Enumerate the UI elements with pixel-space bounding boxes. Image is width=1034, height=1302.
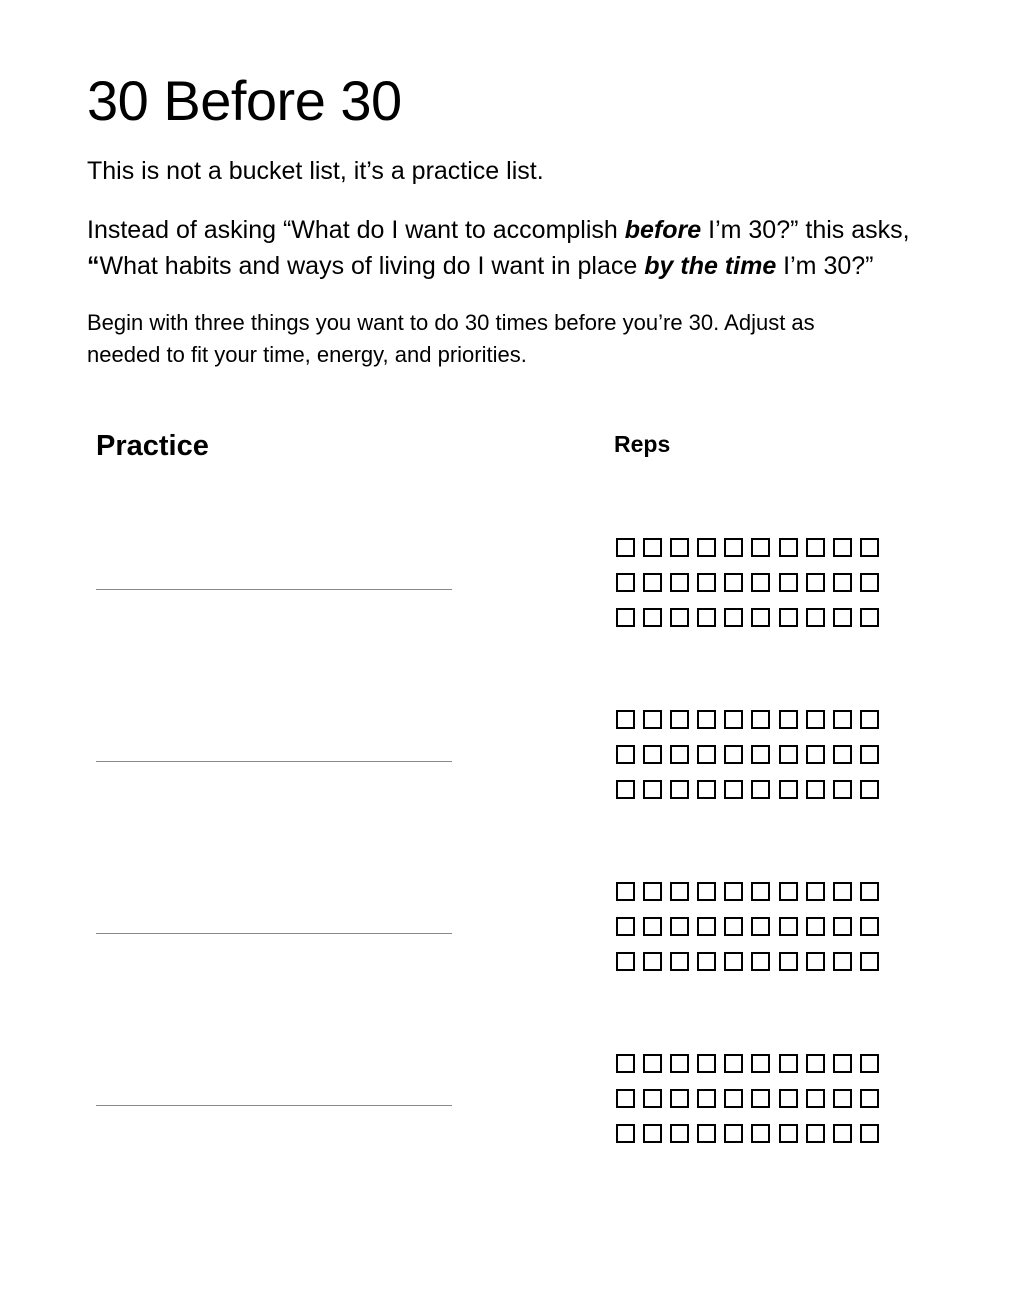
rep-checkbox[interactable] — [697, 608, 716, 627]
reps-line — [616, 917, 886, 952]
rep-checkbox[interactable] — [833, 1124, 852, 1143]
reps-line — [616, 745, 886, 780]
rep-checkbox[interactable] — [751, 1089, 770, 1108]
rep-checkbox[interactable] — [724, 1089, 743, 1108]
rep-checkbox[interactable] — [670, 1124, 689, 1143]
rep-checkbox[interactable] — [779, 952, 798, 971]
rep-checkbox[interactable] — [643, 538, 662, 557]
intro-paragraph — [87, 212, 1017, 284]
intro-text: I’m 30?” — [776, 252, 874, 280]
rep-checkbox[interactable] — [779, 608, 798, 627]
reps-column-header: Reps — [614, 431, 671, 457]
rep-checkbox[interactable] — [697, 917, 716, 936]
intro-text: I’m 30?” this asks, — [701, 216, 910, 244]
rep-checkbox[interactable] — [751, 573, 770, 592]
rep-checkbox[interactable] — [779, 573, 798, 592]
rep-checkbox[interactable] — [751, 882, 770, 901]
rep-checkbox[interactable] — [779, 710, 798, 729]
practice-blank-line[interactable] — [96, 1105, 452, 1106]
rep-checkbox[interactable] — [643, 745, 662, 764]
rep-checkbox[interactable] — [616, 952, 635, 971]
rep-checkbox[interactable] — [860, 538, 879, 557]
reps-line — [616, 1124, 886, 1159]
rep-checkbox[interactable] — [670, 573, 689, 592]
rep-checkbox[interactable] — [643, 1124, 662, 1143]
rep-checkbox[interactable] — [860, 917, 879, 936]
rep-checkbox[interactable] — [616, 882, 635, 901]
rep-checkbox[interactable] — [860, 780, 879, 799]
rep-checkbox[interactable] — [751, 538, 770, 557]
rep-checkbox[interactable] — [724, 917, 743, 936]
rep-checkbox[interactable] — [779, 882, 798, 901]
rep-checkbox[interactable] — [806, 745, 825, 764]
rep-checkbox[interactable] — [724, 952, 743, 971]
intro-text: Instead of asking “What do I want to accomplish — [87, 216, 625, 244]
rep-checkbox[interactable] — [616, 1124, 635, 1143]
rep-checkbox[interactable] — [833, 780, 852, 799]
rep-checkbox[interactable] — [670, 745, 689, 764]
rep-checkbox[interactable] — [724, 1054, 743, 1073]
rep-checkbox[interactable] — [751, 710, 770, 729]
rep-checkbox[interactable] — [860, 710, 879, 729]
rep-checkbox[interactable] — [833, 538, 852, 557]
subtitle: This is not a bucket list, it’s a practice list. — [87, 157, 544, 185]
rep-checkbox[interactable] — [833, 1089, 852, 1108]
rep-checkbox[interactable] — [806, 1054, 825, 1073]
rep-checkbox[interactable] — [643, 780, 662, 799]
rep-checkbox[interactable] — [697, 952, 716, 971]
rep-checkbox[interactable] — [616, 538, 635, 557]
rep-checkbox[interactable] — [643, 882, 662, 901]
rep-checkbox[interactable] — [643, 710, 662, 729]
rep-checkbox[interactable] — [833, 745, 852, 764]
intro-emphasis-by-the-time: by the time — [644, 252, 777, 280]
rep-checkbox[interactable] — [670, 917, 689, 936]
rep-checkbox[interactable] — [806, 1089, 825, 1108]
rep-checkbox[interactable] — [833, 882, 852, 901]
reps-checkbox-grid — [616, 710, 886, 815]
rep-checkbox[interactable] — [670, 780, 689, 799]
rep-checkbox[interactable] — [806, 780, 825, 799]
rep-checkbox[interactable] — [643, 573, 662, 592]
rep-checkbox[interactable] — [616, 710, 635, 729]
rep-checkbox[interactable] — [697, 1124, 716, 1143]
rep-checkbox[interactable] — [670, 710, 689, 729]
rep-checkbox[interactable] — [697, 710, 716, 729]
reps-line — [616, 952, 886, 987]
rep-checkbox[interactable] — [670, 538, 689, 557]
reps-line — [616, 538, 886, 573]
rep-checkbox[interactable] — [806, 710, 825, 729]
instructions-line-2: needed to fit your time, energy, and priorities. — [87, 342, 527, 367]
rep-checkbox[interactable] — [751, 608, 770, 627]
rep-checkbox[interactable] — [724, 745, 743, 764]
rep-checkbox[interactable] — [751, 780, 770, 799]
rep-checkbox[interactable] — [860, 1054, 879, 1073]
rep-checkbox[interactable] — [643, 1054, 662, 1073]
rep-checkbox[interactable] — [833, 710, 852, 729]
reps-line — [616, 608, 886, 643]
rep-checkbox[interactable] — [670, 608, 689, 627]
rep-checkbox[interactable] — [697, 780, 716, 799]
practice-column-header: Practice — [96, 430, 209, 462]
intro-open-quote: “ — [87, 252, 100, 280]
rep-checkbox[interactable] — [860, 608, 879, 627]
intro-line-1 — [87, 212, 1017, 248]
rep-checkbox[interactable] — [643, 1089, 662, 1108]
rep-checkbox[interactable] — [806, 573, 825, 592]
rep-checkbox[interactable] — [806, 538, 825, 557]
rep-checkbox[interactable] — [833, 573, 852, 592]
rep-checkbox[interactable] — [833, 917, 852, 936]
rep-checkbox[interactable] — [643, 952, 662, 971]
rep-checkbox[interactable] — [697, 745, 716, 764]
rep-checkbox[interactable] — [751, 952, 770, 971]
rep-checkbox[interactable] — [779, 917, 798, 936]
rep-checkbox[interactable] — [751, 1124, 770, 1143]
rep-checkbox[interactable] — [779, 745, 798, 764]
reps-line — [616, 882, 886, 917]
reps-checkbox-grid — [616, 1054, 886, 1159]
rep-checkbox[interactable] — [670, 952, 689, 971]
rep-checkbox[interactable] — [751, 917, 770, 936]
rep-checkbox[interactable] — [806, 882, 825, 901]
instructions-line-1: Begin with three things you want to do 30 times before you’re 30. Adjust as — [87, 310, 815, 335]
rep-checkbox[interactable] — [616, 1089, 635, 1108]
rep-checkbox[interactable] — [806, 952, 825, 971]
rep-checkbox[interactable] — [751, 1054, 770, 1073]
rep-checkbox[interactable] — [616, 608, 635, 627]
rep-checkbox[interactable] — [724, 710, 743, 729]
rep-checkbox[interactable] — [860, 882, 879, 901]
page-title: 30 Before 30 — [87, 69, 402, 132]
rep-checkbox[interactable] — [860, 745, 879, 764]
rep-checkbox[interactable] — [806, 608, 825, 627]
rep-checkbox[interactable] — [779, 1054, 798, 1073]
rep-checkbox[interactable] — [724, 608, 743, 627]
rep-checkbox[interactable] — [860, 1124, 879, 1143]
instructions-paragraph — [87, 307, 987, 371]
rep-checkbox[interactable] — [616, 1054, 635, 1073]
rep-checkbox[interactable] — [724, 538, 743, 557]
rep-checkbox[interactable] — [697, 573, 716, 592]
rep-checkbox[interactable] — [643, 608, 662, 627]
rep-checkbox[interactable] — [860, 1089, 879, 1108]
rep-checkbox[interactable] — [724, 573, 743, 592]
rep-checkbox[interactable] — [860, 952, 879, 971]
practice-row — [0, 710, 1034, 830]
reps-checkbox-grid — [616, 538, 886, 643]
rep-checkbox[interactable] — [670, 882, 689, 901]
practice-row — [0, 1054, 1034, 1174]
rep-checkbox[interactable] — [860, 573, 879, 592]
rep-checkbox[interactable] — [616, 573, 635, 592]
rep-checkbox[interactable] — [806, 917, 825, 936]
rep-checkbox[interactable] — [806, 1124, 825, 1143]
rep-checkbox[interactable] — [779, 1089, 798, 1108]
rep-checkbox[interactable] — [697, 882, 716, 901]
rep-checkbox[interactable] — [616, 780, 635, 799]
practice-blank-line[interactable] — [96, 761, 452, 762]
practice-blank-line[interactable] — [96, 933, 452, 934]
reps-line — [616, 780, 886, 815]
reps-line — [616, 1089, 886, 1124]
rep-checkbox[interactable] — [697, 1054, 716, 1073]
rep-checkbox[interactable] — [724, 1124, 743, 1143]
rep-checkbox[interactable] — [724, 780, 743, 799]
practice-row — [0, 882, 1034, 1002]
rep-checkbox[interactable] — [724, 882, 743, 901]
rep-checkbox[interactable] — [697, 538, 716, 557]
rep-checkbox[interactable] — [833, 952, 852, 971]
rep-checkbox[interactable] — [833, 1054, 852, 1073]
rep-checkbox[interactable] — [751, 745, 770, 764]
rep-checkbox[interactable] — [833, 608, 852, 627]
reps-checkbox-grid — [616, 882, 886, 987]
rep-checkbox[interactable] — [670, 1089, 689, 1108]
intro-line-2 — [87, 248, 1017, 284]
rep-checkbox[interactable] — [616, 917, 635, 936]
rep-checkbox[interactable] — [643, 917, 662, 936]
reps-line — [616, 1054, 886, 1089]
reps-line — [616, 573, 886, 608]
rep-checkbox[interactable] — [670, 1054, 689, 1073]
rep-checkbox[interactable] — [779, 538, 798, 557]
intro-text: What habits and ways of living do I want in place — [99, 252, 645, 280]
practice-blank-line[interactable] — [96, 589, 452, 590]
rep-checkbox[interactable] — [779, 1124, 798, 1143]
rep-checkbox[interactable] — [779, 780, 798, 799]
intro-emphasis-before: before — [624, 216, 702, 244]
practice-row — [0, 538, 1034, 658]
reps-line — [616, 710, 886, 745]
rep-checkbox[interactable] — [616, 745, 635, 764]
rep-checkbox[interactable] — [697, 1089, 716, 1108]
